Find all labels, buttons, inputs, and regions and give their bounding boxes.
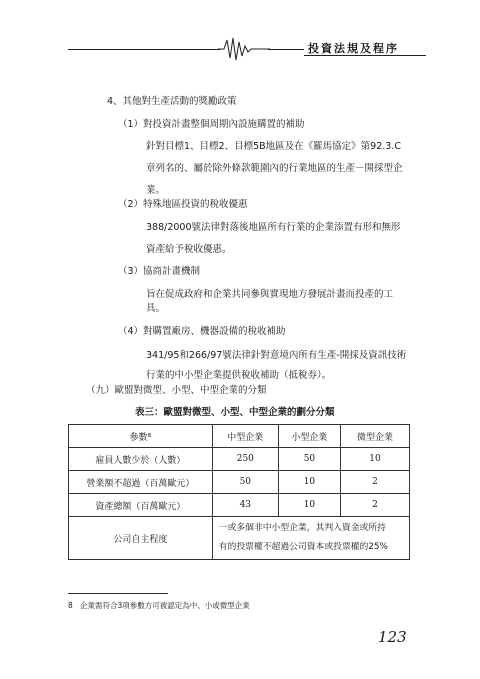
header-rule-right [304,55,426,56]
sub4-heading: （4）對購置廠房、機器設備的稅收補助 [118,326,286,337]
autonomy-criteria-line2: 有的投票權不超過公司資本或投票權的25% [218,542,388,552]
table-row [69,517,410,560]
cell-small: 10 [278,471,340,494]
table-row [69,494,410,517]
cell-medium: 250 [212,448,278,471]
header-rule-left [68,49,220,50]
cell-medium: 43 [212,494,278,517]
sub2-paragraph-line2: 資產給予稅收優惠。 [146,244,232,255]
cell-medium: 50 [212,471,278,494]
header-micro: 微型企業 [340,425,409,448]
header-medium: 中型企業 [212,425,278,448]
table-header-row [69,425,410,448]
sub1-paragraph-line1: 針對目標1、目標2、目標5B地區及在《羅馬協定》第92.3.C [146,141,401,152]
footnote-marker: 8 [68,601,73,610]
sub2-paragraph-line1: 388/2000號法律對落後地區所有行業的企業添置有形和無形 [146,222,401,233]
sub3-paragraph-line1: 旨在促成政府和企業共同參與實現地方發展計畫而投產的工 [146,289,394,300]
autonomy-criteria-cell [212,517,409,560]
sub3-paragraph-line2: 具。 [146,303,166,314]
enterprise-classification-table [68,424,410,560]
table-row [69,471,410,494]
sub4-paragraph-line1: 341/95和266/97號法律針對意境內所有生產-開採及資訊技術 [146,350,407,361]
sub1-paragraph-line2: 章列名的、屬於除外條款範圍內的行業地區的生產－開採型企 [146,163,403,174]
footnote-rule [68,593,168,594]
header-rule-mid [268,49,304,50]
cell-micro: 2 [340,494,409,517]
row-label: 雇員人數少於（人數） [69,448,213,471]
sub4-paragraph-line2: 行業的中小型企業提供稅收補助（抵稅券）。 [146,370,332,381]
footnote-text: 企業需符合3項參數方可被認定為中、小或微型企業 [80,601,250,610]
header-parameter: 參數⁸ [69,425,213,448]
cell-small: 50 [278,448,340,471]
page-number: 123 [378,628,407,646]
heartbeat-line-icon [218,36,270,62]
sub1-paragraph-line3: 業。 [146,185,166,196]
row-label: 資產總額（百萬歐元） [69,494,213,517]
autonomy-criteria-line1: 一或多個非中小型企業，其判入資金或所持 [218,523,386,533]
item4-heading: 4、其他對生產活動的獎勵政策 [107,96,237,107]
cell-micro: 2 [340,471,409,494]
table-row [69,448,410,471]
row-label: 公司自主程度 [69,517,213,560]
row-label: 營業額不超過（百萬歐元） [69,471,213,494]
cell-small: 10 [278,494,340,517]
cell-micro: 10 [340,448,409,471]
section9-heading: （九）歐盟對微型、小型、中型企業的分類 [86,385,267,396]
table-caption: 表三：歐盟對微型、小型、中型企業的劃分分類 [135,407,335,418]
sub3-heading: （3）協商計畫機制 [118,266,201,277]
section-header-title: 投資法規及程序 [308,42,399,55]
header-small: 小型企業 [278,425,340,448]
sub1-heading: （1）對投資計畫整個周期內設施購置的補助 [118,119,305,130]
sub2-heading: （2）特殊地區投資的稅收優惠 [118,199,248,210]
